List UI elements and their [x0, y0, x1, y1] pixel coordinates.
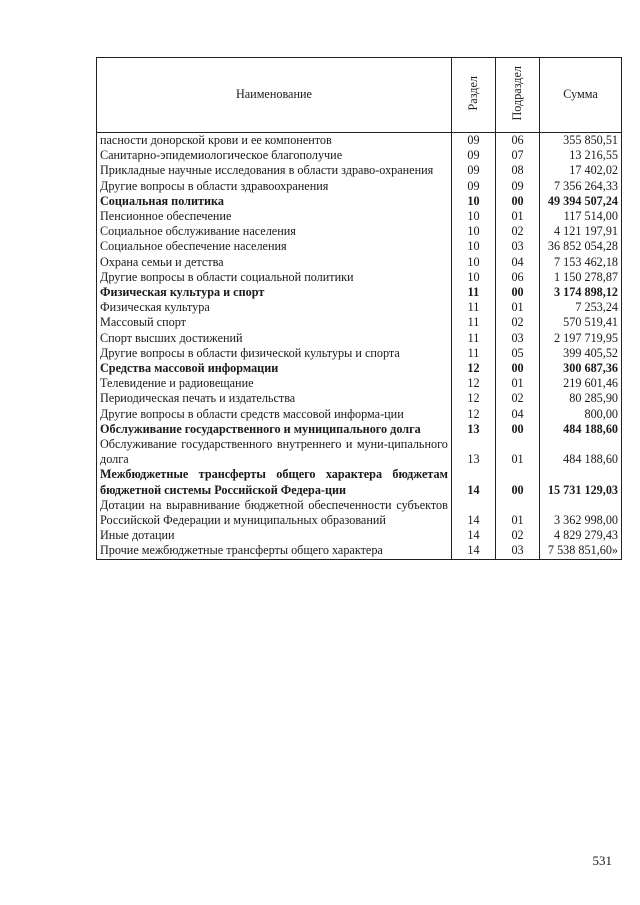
row-section: 12: [451, 407, 495, 422]
row-section: 10: [451, 224, 495, 239]
row-subsection: 04: [495, 255, 539, 270]
row-subsection: 03: [495, 239, 539, 254]
table-row: [97, 467, 622, 497]
row-subsection: 07: [495, 148, 539, 163]
table-row: [97, 179, 622, 194]
row-amount: 1 150 278,87: [540, 270, 622, 285]
row-name: Социальное обслуживание населения: [97, 224, 452, 239]
row-section: 11: [451, 331, 495, 346]
row-section: 10: [451, 239, 495, 254]
row-subsection: 00: [495, 467, 539, 497]
row-amount: 49 394 507,24: [540, 194, 622, 209]
table-row: [97, 194, 622, 209]
row-name: Периодическая печать и издательства: [97, 391, 452, 406]
row-amount: 7 538 851,60»: [540, 543, 622, 559]
row-name: Другие вопросы в области средств массовой информа-ции: [97, 407, 452, 422]
row-section: 10: [451, 209, 495, 224]
budget-table: [96, 57, 622, 560]
row-name: Межбюджетные трансферты общего характера бюджетам бюджетной системы Российской Федера-ции: [97, 467, 452, 497]
table-row: [97, 528, 622, 543]
row-subsection: 00: [495, 285, 539, 300]
table-row: [97, 255, 622, 270]
table-row: [97, 315, 622, 330]
row-section: 13: [451, 437, 495, 467]
row-subsection: 03: [495, 331, 539, 346]
row-section: 12: [451, 376, 495, 391]
row-subsection: 00: [495, 422, 539, 437]
row-amount: 300 687,36: [540, 361, 622, 376]
table-row: [97, 391, 622, 406]
row-section: 09: [451, 133, 495, 149]
row-section: 10: [451, 255, 495, 270]
row-name: Телевидение и радиовещание: [97, 376, 452, 391]
row-amount: 3 174 898,12: [540, 285, 622, 300]
row-section: 11: [451, 346, 495, 361]
row-amount: 2 197 719,95: [540, 331, 622, 346]
header-section-label: Раздел: [465, 75, 480, 111]
row-name: Пенсионное обеспечение: [97, 209, 452, 224]
row-section: 09: [451, 148, 495, 163]
row-section: 11: [451, 300, 495, 315]
table-row: [97, 133, 622, 149]
row-section: 14: [451, 498, 495, 528]
row-name: Физическая культура: [97, 300, 452, 315]
row-amount: 17 402,02: [540, 163, 622, 178]
table-row: [97, 361, 622, 376]
row-subsection: 04: [495, 407, 539, 422]
table-row: [97, 543, 622, 559]
row-amount: 355 850,51: [540, 133, 622, 149]
header-name: Наименование: [97, 58, 452, 133]
table-row: [97, 148, 622, 163]
table-row: [97, 163, 622, 178]
table-row: [97, 437, 622, 467]
header-amount: Сумма: [540, 58, 622, 133]
table-row: [97, 422, 622, 437]
table-header: [97, 58, 622, 133]
table-row: [97, 239, 622, 254]
row-name: Обслуживание государственного внутреннего и муни-ципального долга: [97, 437, 452, 467]
row-amount: 3 362 998,00: [540, 498, 622, 528]
row-subsection: 01: [495, 498, 539, 528]
row-section: 09: [451, 179, 495, 194]
row-name: Другие вопросы в области социальной политики: [97, 270, 452, 285]
table-row: [97, 376, 622, 391]
table-row: [97, 209, 622, 224]
row-amount: 7 153 462,18: [540, 255, 622, 270]
row-amount: 570 519,41: [540, 315, 622, 330]
row-amount: 399 405,52: [540, 346, 622, 361]
row-amount: 484 188,60: [540, 422, 622, 437]
table-row: [97, 300, 622, 315]
row-name: Средства массовой информации: [97, 361, 452, 376]
row-subsection: 06: [495, 270, 539, 285]
row-amount: 7 253,24: [540, 300, 622, 315]
table-row: [97, 224, 622, 239]
header-section: [451, 58, 495, 133]
row-section: 14: [451, 543, 495, 559]
row-amount: 484 188,60: [540, 437, 622, 467]
page-number: 531: [592, 853, 612, 868]
row-subsection: 01: [495, 300, 539, 315]
row-name: Другие вопросы в области физической культуры и спорта: [97, 346, 452, 361]
row-section: 11: [451, 315, 495, 330]
row-subsection: 09: [495, 179, 539, 194]
row-amount: 80 285,90: [540, 391, 622, 406]
row-subsection: 01: [495, 437, 539, 467]
row-section: 11: [451, 285, 495, 300]
row-subsection: 02: [495, 224, 539, 239]
row-section: 09: [451, 163, 495, 178]
header-subsection-label: Подраздел: [509, 65, 524, 121]
row-name: Прикладные научные исследования в области здраво-охранения: [97, 163, 452, 178]
table-row: [97, 331, 622, 346]
row-section: 10: [451, 270, 495, 285]
row-name: Обслуживание государственного и муниципального долга: [97, 422, 452, 437]
row-subsection: 00: [495, 194, 539, 209]
row-subsection: 06: [495, 133, 539, 149]
table-row: [97, 407, 622, 422]
row-amount: 800,00: [540, 407, 622, 422]
row-name: Физическая культура и спорт: [97, 285, 452, 300]
row-section: 12: [451, 361, 495, 376]
row-name: Социальная политика: [97, 194, 452, 209]
row-subsection: 01: [495, 376, 539, 391]
row-subsection: 02: [495, 315, 539, 330]
row-amount: 117 514,00: [540, 209, 622, 224]
row-name: Прочие межбюджетные трансферты общего характера: [97, 543, 452, 559]
row-subsection: 05: [495, 346, 539, 361]
row-amount: 15 731 129,03: [540, 467, 622, 497]
table-body: [97, 133, 622, 560]
row-section: 10: [451, 194, 495, 209]
row-subsection: 02: [495, 391, 539, 406]
row-subsection: 08: [495, 163, 539, 178]
row-amount: 219 601,46: [540, 376, 622, 391]
row-section: 12: [451, 391, 495, 406]
table-row: [97, 498, 622, 528]
row-name: Иные дотации: [97, 528, 452, 543]
row-amount: 36 852 054,28: [540, 239, 622, 254]
row-name: Социальное обеспечение населения: [97, 239, 452, 254]
row-name: Санитарно-эпидемиологическое благополучие: [97, 148, 452, 163]
row-subsection: 00: [495, 361, 539, 376]
row-subsection: 01: [495, 209, 539, 224]
row-section: 14: [451, 528, 495, 543]
row-subsection: 02: [495, 528, 539, 543]
row-name: Спорт высших достижений: [97, 331, 452, 346]
header-subsection: [495, 58, 539, 133]
row-amount: 13 216,55: [540, 148, 622, 163]
row-name: Дотации на выравнивание бюджетной обеспеченности субъектов Российской Федерации и муниципальных образований: [97, 498, 452, 528]
row-name: пасности донорской крови и ее компонентов: [97, 133, 452, 149]
row-name: Другие вопросы в области здравоохранения: [97, 179, 452, 194]
row-section: 14: [451, 467, 495, 497]
row-amount: 4 121 197,91: [540, 224, 622, 239]
row-name: Охрана семьи и детства: [97, 255, 452, 270]
table-row: [97, 346, 622, 361]
row-section: 13: [451, 422, 495, 437]
row-subsection: 03: [495, 543, 539, 559]
table-row: [97, 285, 622, 300]
row-amount: 4 829 279,43: [540, 528, 622, 543]
row-amount: 7 356 264,33: [540, 179, 622, 194]
row-name: Массовый спорт: [97, 315, 452, 330]
table-row: [97, 270, 622, 285]
